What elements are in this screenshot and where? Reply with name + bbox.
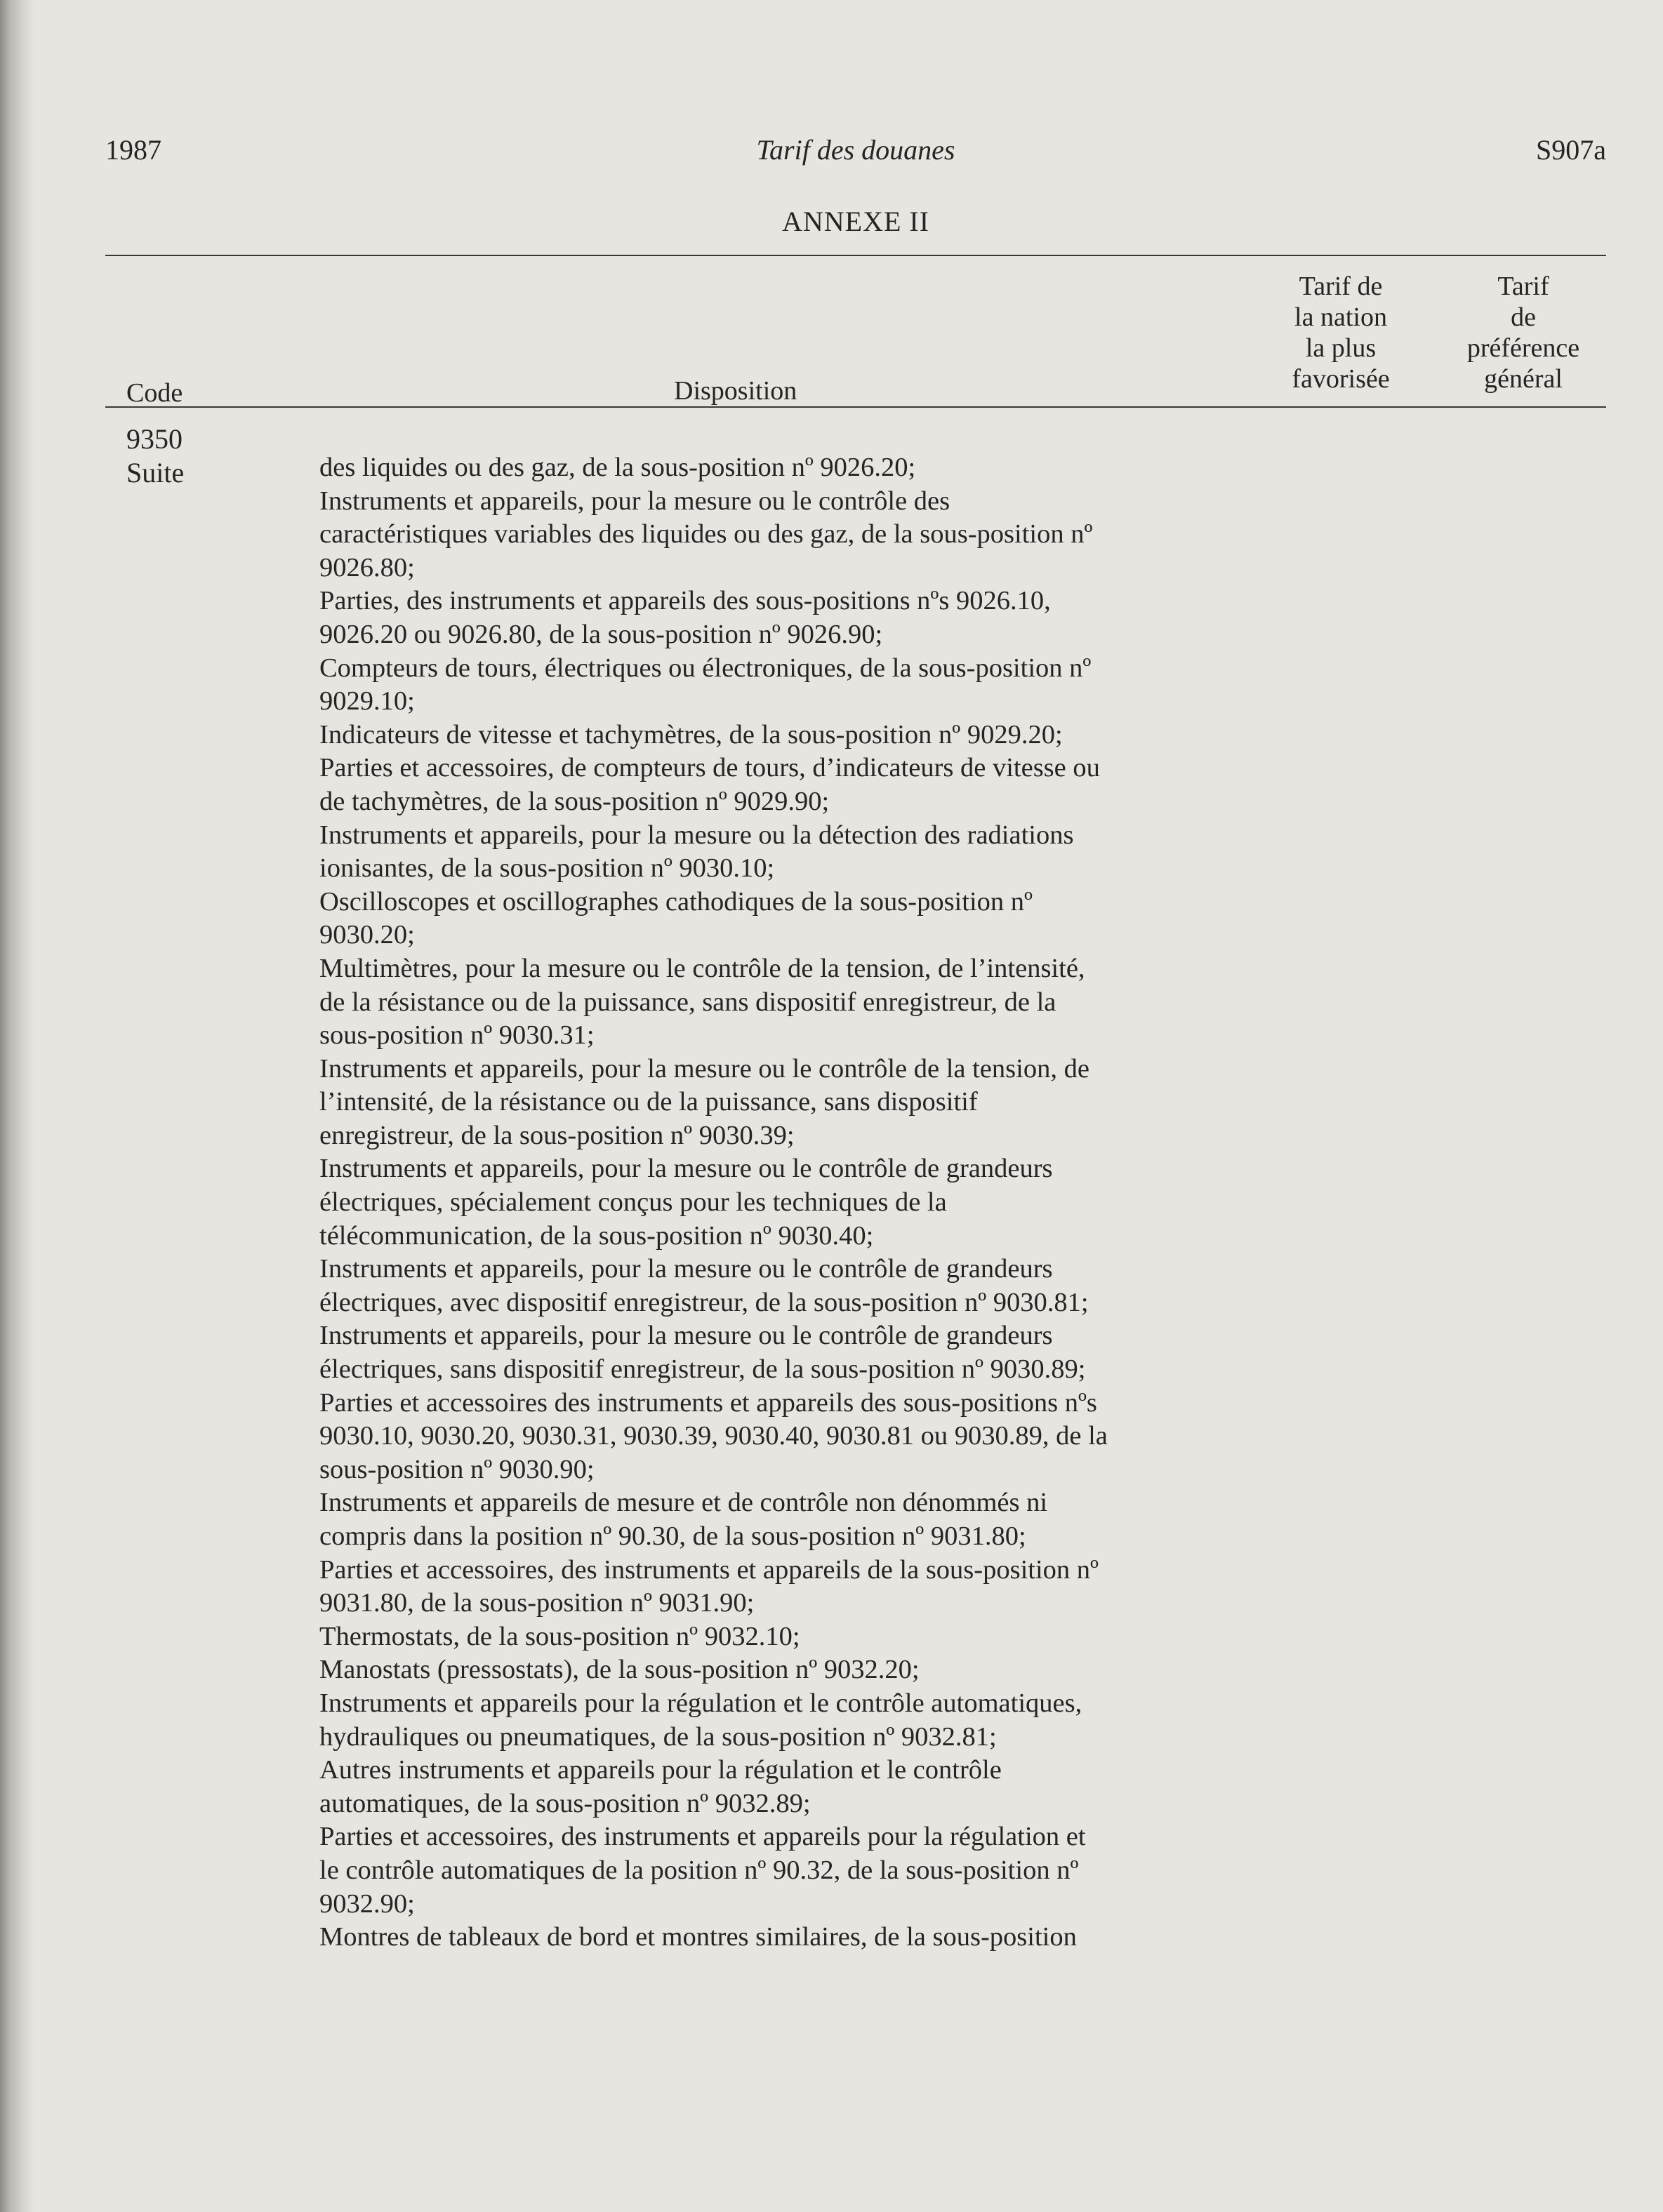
disposition-entry: Instruments et appareils, pour la mesure ou le contrôle de la tension, de l’intensité, de la résistance ou de la puissance, sans dispositif enregistreur, de la sous-position nº 9030.39;: [319, 1053, 1089, 1150]
disposition-entry: Parties et accessoires, des instruments et appareils pour la régulation et le contrôle automatiques de la position nº 90.32, de la sous-position nº 9032.90;: [319, 1822, 1086, 1919]
disposition-entry: Instruments et appareils, pour la mesure ou le contrôle des caractéristiques variables des liquides ou des gaz, de la sous-position nº 9026.80;: [319, 486, 1093, 582]
page-binding-shadow: [0, 0, 35, 2212]
disposition-entry: Parties et accessoires, de compteurs de tours, d’indicateurs de vitesse ou de tachymètres, de la sous-position nº 9029.90;: [319, 753, 1100, 816]
disposition-entry: Oscilloscopes et oscillographes cathodiques de la sous-position nº 9030.20;: [319, 886, 1033, 950]
column-header-code: Code: [126, 378, 183, 408]
disposition-entry: Thermostats, de la sous-position nº 9032.10;: [319, 1621, 800, 1651]
disposition-entry: Instruments et appareils, pour la mesure ou le contrôle de grandeurs électriques, sans dispositif enregistreur, de la sous-position nº 9030.89;: [319, 1321, 1086, 1385]
disposition-entry: Compteurs de tours, électriques ou électroniques, de la sous-position nº 9029.10;: [319, 653, 1092, 717]
disposition-entry: Instruments et appareils, pour la mesure ou le contrôle de grandeurs électriques, spécialement conçus pour les techniques de la télécommunication, de la sous-position nº 9030.40;: [319, 1154, 1053, 1251]
disposition-entry: Parties et accessoires, des instruments et appareils de la sous-position nº 9031.80, de la sous-position nº 9031.90;: [319, 1554, 1099, 1618]
disposition-entry: Montres de tableaux de bord et montres similaires, de la sous-position: [319, 1922, 1077, 1952]
column-header-mfn-tariff: Tarif de la nation la plus favorisée: [1292, 272, 1390, 394]
disposition-entry: Instruments et appareils, pour la mesure ou le contrôle de grandeurs électriques, avec dispositif enregistreur, de la sous-position nº 9030.81;: [319, 1254, 1089, 1317]
disposition-entry: des liquides ou des gaz, de la sous-position nº 9026.20;: [319, 453, 916, 482]
disposition-text: [319, 451, 1274, 1954]
tariff-code: 9350: [126, 423, 183, 455]
header-year: 1987: [105, 134, 161, 166]
disposition-entry: Manostats (pressostats), de la sous-position nº 9032.20;: [319, 1655, 920, 1685]
top-rule: [105, 255, 1606, 256]
disposition-entry: Indicateurs de vitesse et tachymètres, de la sous-position nº 9029.20;: [319, 719, 1063, 749]
column-header-gpt-tariff: Tarif de préférence général: [1466, 272, 1580, 394]
header-rule: [105, 406, 1606, 408]
disposition-entry: Autres instruments et appareils pour la régulation et le contrôle automatiques, de la sous-position nº 9032.89;: [319, 1755, 1002, 1818]
header-page-ref: S907a: [1536, 134, 1606, 166]
annex-title: ANNEXE II: [781, 206, 930, 237]
header-title: Tarif des douanes: [756, 134, 955, 166]
disposition-entry: Instruments et appareils de mesure et de contrôle non dénommés ni compris dans la position nº 90.30, de la sous-position nº 9031.80;: [319, 1488, 1048, 1551]
running-header: [105, 133, 1606, 168]
disposition-entry: Parties et accessoires des instruments et appareils des sous-positions nºs 9030.10, 9030.20, 9030.31, 9030.39, 9030.40, 9030.81 ou 9030.89, de la sous-position nº 9030.90;: [319, 1387, 1108, 1484]
code-cell: [126, 422, 184, 490]
disposition-entry: Multimètres, pour la mesure ou le contrôle de la tension, de l’intensité, de la résistance ou de la puissance, sans dispositif enregistreur, de la sous-position nº 9030.31;: [319, 953, 1085, 1051]
continuation-label: Suite: [126, 457, 185, 488]
disposition-entry: Instruments et appareils, pour la mesure ou la détection des radiations ionisantes, de la sous-position nº 9030.10;: [319, 820, 1074, 884]
disposition-entry: Parties, des instruments et appareils des sous-positions nºs 9026.10, 9026.20 ou 9026.80, de la sous-position nº 9026.90;: [319, 586, 1051, 649]
column-header-disposition: Disposition: [674, 376, 797, 406]
disposition-entry: Instruments et appareils pour la régulation et le contrôle automatiques, hydrauliques ou pneumatiques, de la sous-position nº 9032.81;: [319, 1688, 1082, 1752]
